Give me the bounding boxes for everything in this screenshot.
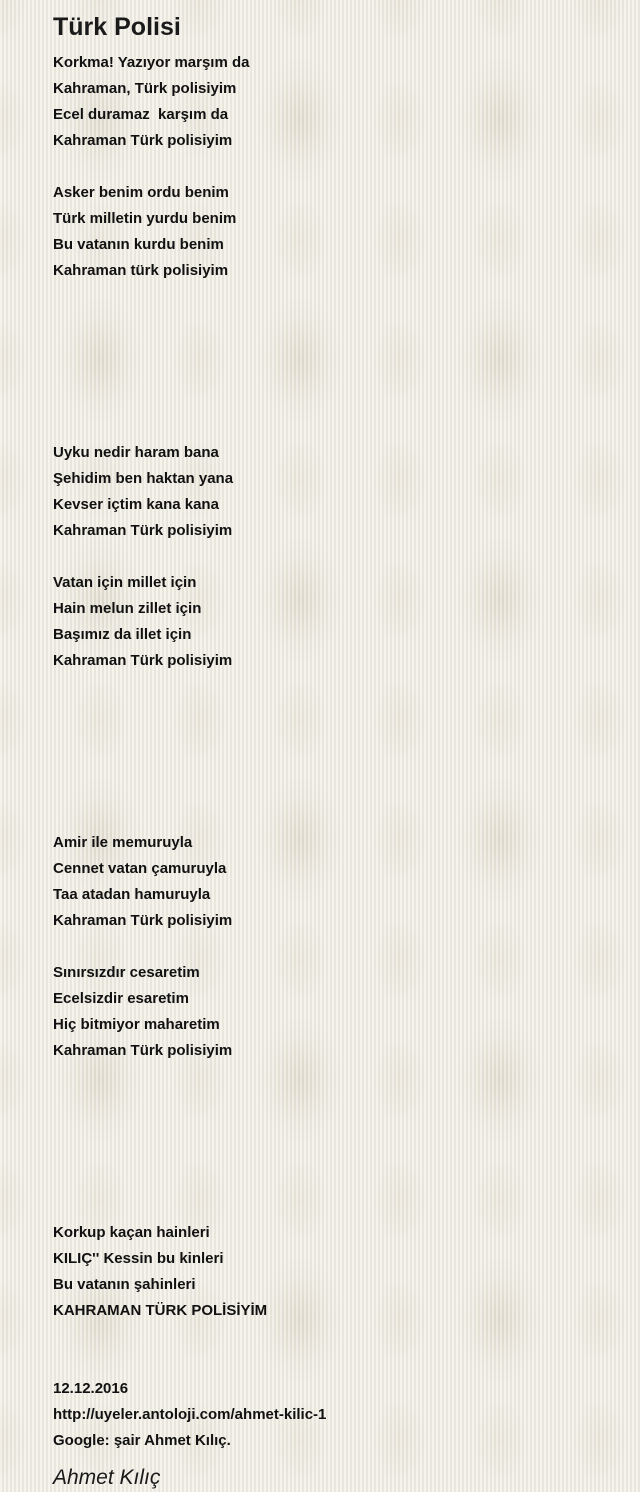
poem-line: Kevser içtim kana kana — [53, 496, 219, 513]
poem-line: http://uyeler.antoloji.com/ahmet-kilic-1 — [53, 1406, 327, 1423]
author-signature: Ahmet Kılıç — [53, 1466, 161, 1489]
poem-line: 12.12.2016 — [53, 1380, 129, 1397]
stanza-gap — [53, 1116, 613, 1142]
poem-line: Bu vatanın kurdu benim — [53, 236, 224, 253]
poem-title: Türk Polisi — [53, 13, 181, 41]
poem-line: Google: şair Ahmet Kılıç. — [53, 1432, 231, 1449]
stanza-gap — [53, 1090, 613, 1116]
poem-line: KILIÇ'' Kessin bu kinleri — [53, 1250, 224, 1267]
poem-line: Vatan için millet için — [53, 574, 197, 591]
poem-line: Kahraman Türk polisiyim — [53, 652, 233, 669]
poem-line: Korkma! Yazıyor marşım da — [53, 54, 250, 71]
stanza-gap — [53, 154, 613, 180]
stanza-gap — [53, 310, 613, 336]
stanza-gap — [53, 1064, 613, 1090]
stanza-gap — [53, 1324, 613, 1350]
poem-line: Kahraman, Türk polisiyim — [53, 80, 237, 97]
stanza-gap — [53, 804, 613, 830]
poem-body — [53, 50, 613, 1454]
stanza-gap — [53, 388, 613, 414]
stanza-gap — [53, 934, 613, 960]
poem-line: Asker benim ordu benim — [53, 184, 229, 201]
stanza-gap — [53, 1168, 613, 1194]
poem-line: Şehidim ben haktan yana — [53, 470, 234, 487]
stanza-gap — [53, 674, 613, 700]
stanza-gap — [53, 414, 613, 440]
stanza-gap — [53, 284, 613, 310]
poem-line: Bu vatanın şahinleri — [53, 1276, 196, 1293]
poem-line: Ecelsizdir esaretim — [53, 990, 189, 1007]
stanza-gap — [53, 1194, 613, 1220]
stanza-gap — [53, 700, 613, 726]
poem-line: Kahraman Türk polisiyim — [53, 132, 233, 149]
poem-line: Korkup kaçan hainleri — [53, 1224, 210, 1241]
poem-line: Başımız da illet için — [53, 626, 192, 643]
poem-line: Taa atadan hamuruyla — [53, 886, 211, 903]
stanza-gap — [53, 362, 613, 388]
poem-line: Ecel duramaz karşım da — [53, 106, 229, 123]
stanza-gap — [53, 726, 613, 752]
poem-line: Amir ile memuruyla — [53, 834, 193, 851]
poem-line: Cennet vatan çamuruyla — [53, 860, 227, 877]
poem-line: Sınırsızdır cesaretim — [53, 964, 200, 981]
poem-line: Kahraman türk polisiyim — [53, 262, 229, 279]
stanza-gap — [53, 752, 613, 778]
poem-container — [53, 12, 613, 1492]
poem-line: Kahraman Türk polisiyim — [53, 522, 233, 539]
poem-line: Uyku nedir haram bana — [53, 444, 219, 461]
stanza-gap — [53, 336, 613, 362]
stanza-gap — [53, 1350, 613, 1376]
poem-line: Kahraman Türk polisiyim — [53, 912, 233, 929]
poem-line: Türk milletin yurdu benim — [53, 210, 237, 227]
poem-line: KAHRAMAN TÜRK POLİSİYİM — [53, 1302, 268, 1319]
stanza-gap — [53, 1142, 613, 1168]
poem-line: Hain melun zillet için — [53, 600, 202, 617]
poem-line: Hiç bitmiyor maharetim — [53, 1016, 220, 1033]
stanza-gap — [53, 544, 613, 570]
stanza-gap — [53, 778, 613, 804]
poem-line: Kahraman Türk polisiyim — [53, 1042, 233, 1059]
